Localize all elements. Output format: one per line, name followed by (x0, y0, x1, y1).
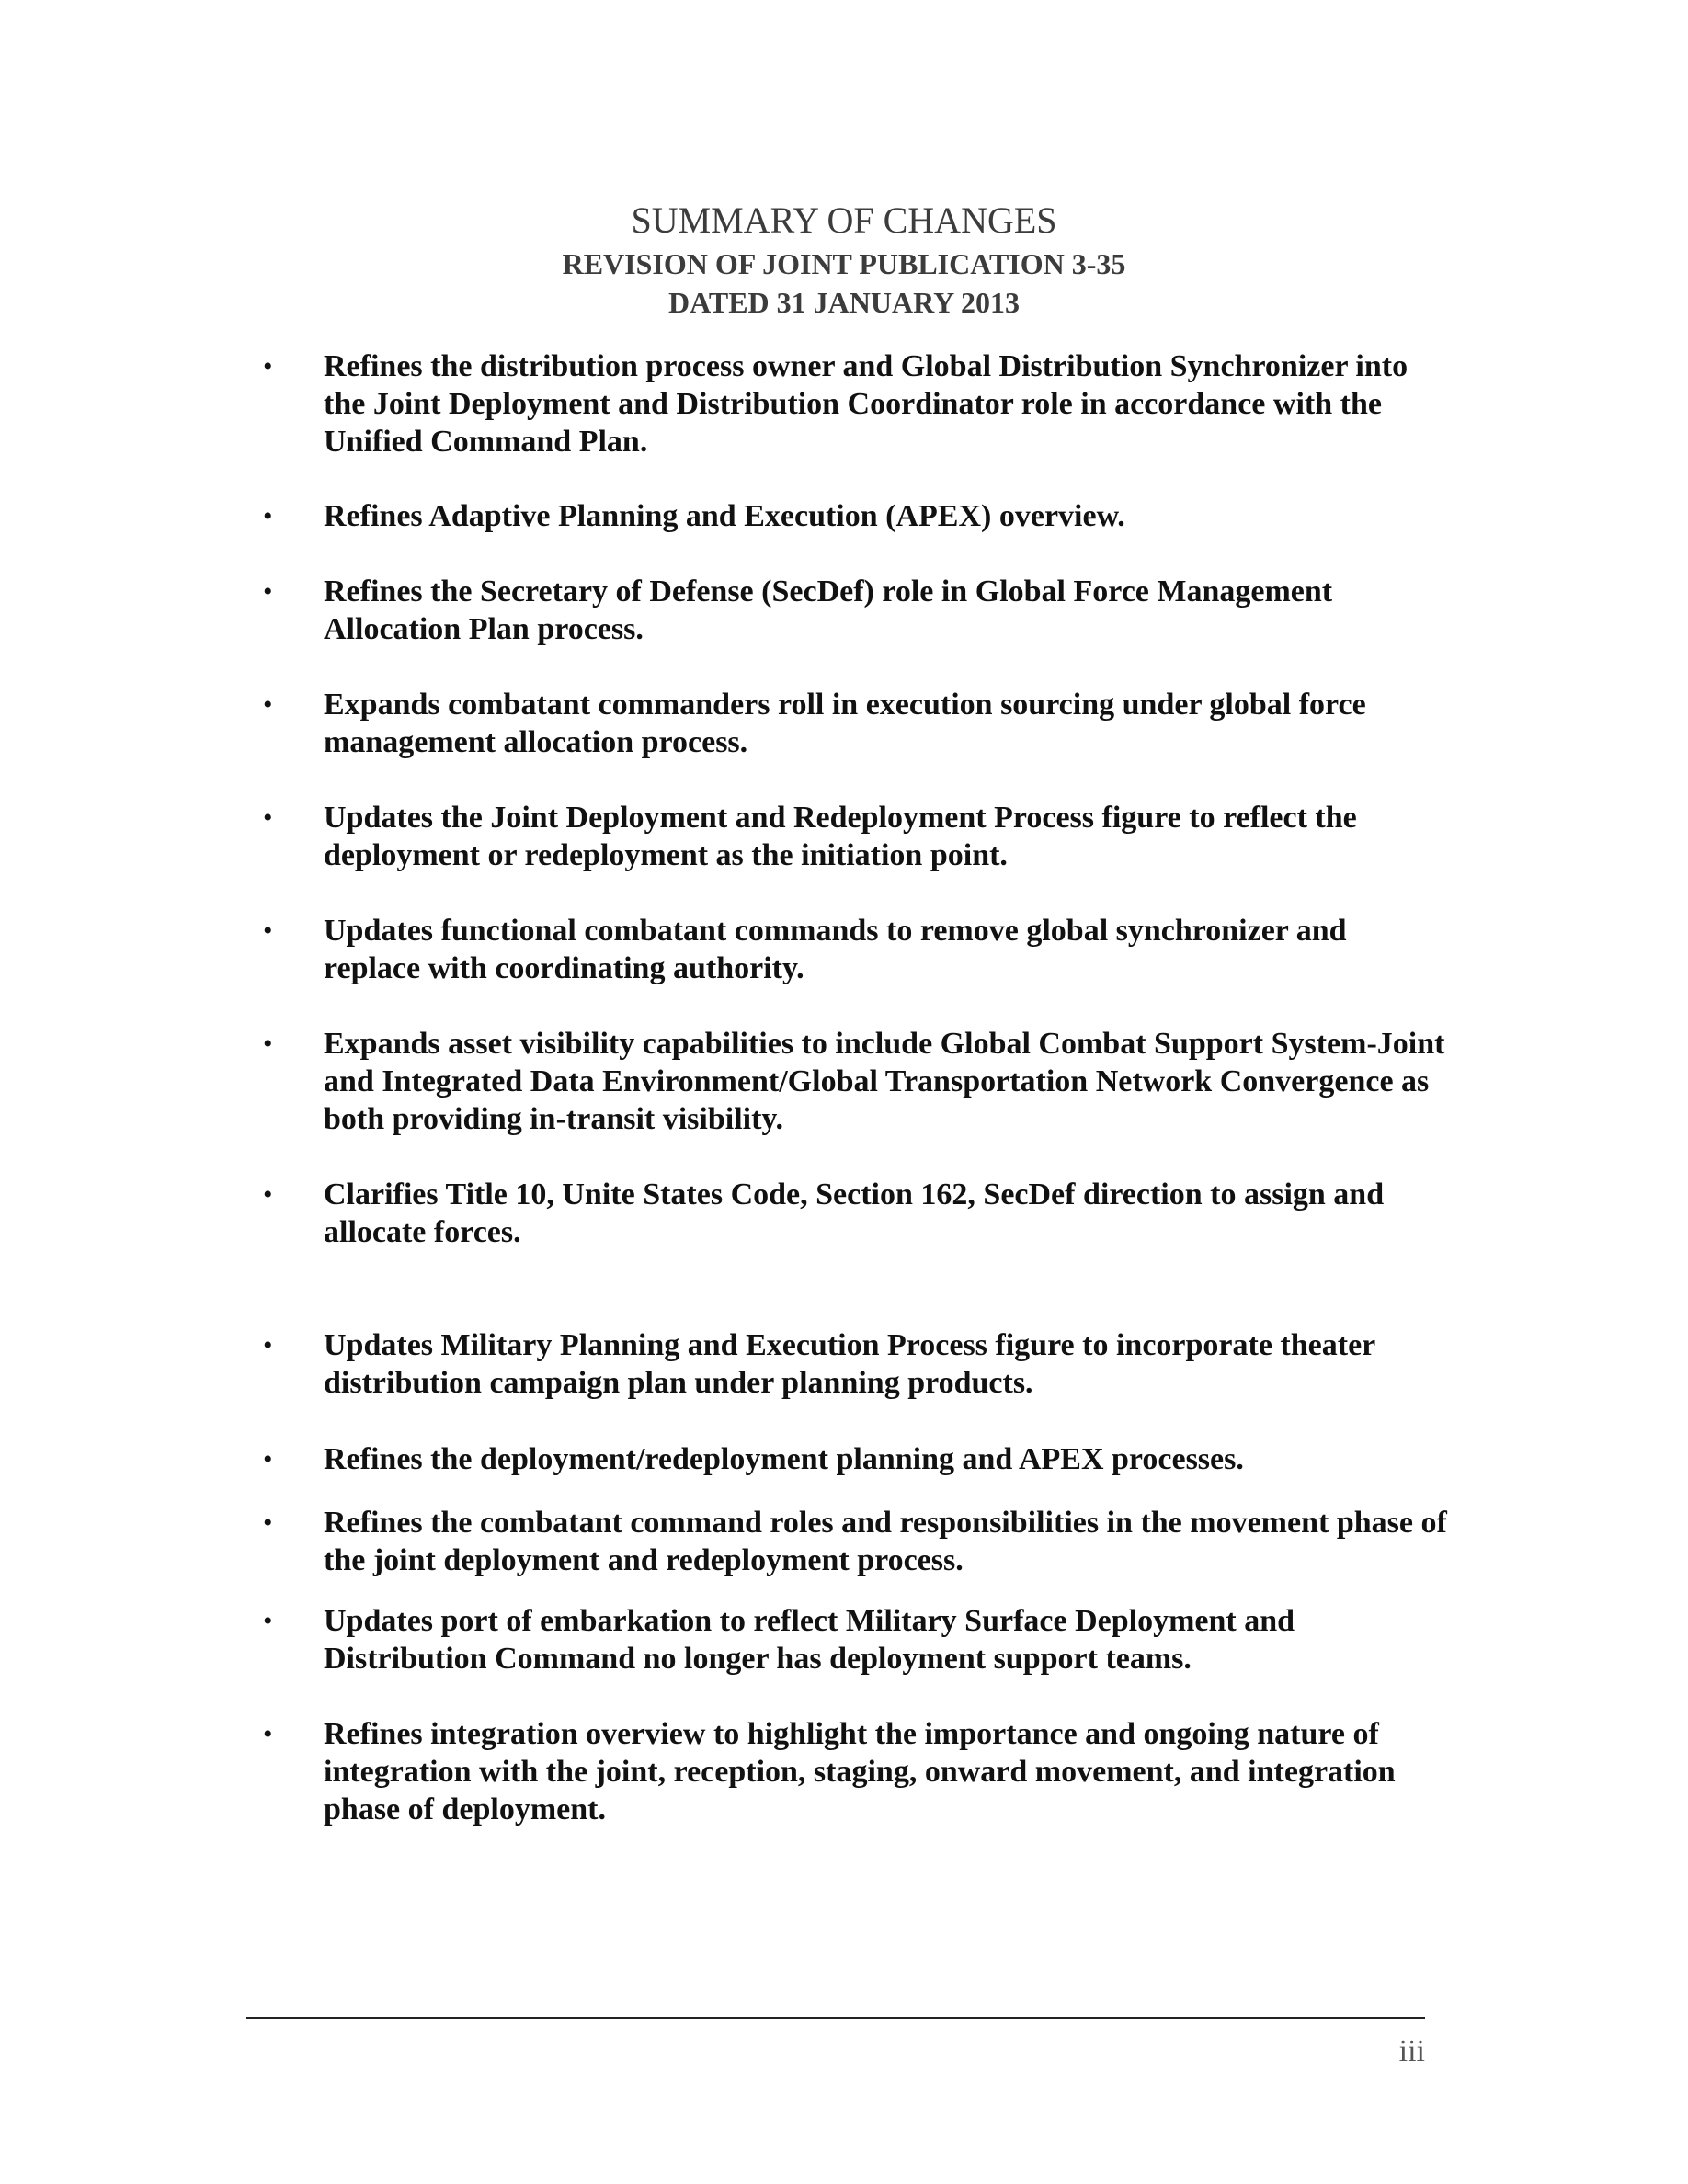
list-item (263, 1025, 1449, 1138)
list-item (263, 497, 1449, 535)
bullet-icon: • (263, 1029, 273, 1059)
bullet-icon: • (263, 501, 273, 531)
bullet-icon: • (263, 351, 273, 381)
list-item (263, 799, 1449, 874)
list-item (263, 347, 1449, 461)
change-text: Refines the combatant command roles and responsibilities in the movement phase of the joint deployment and redeployment process. (324, 1506, 1447, 1577)
change-text: Updates Military Planning and Execution Process figure to incorporate theater distribution campaign plan under planning products. (324, 1328, 1375, 1400)
list-item (263, 1715, 1449, 1828)
bullet-icon: • (263, 1179, 273, 1210)
list-item (263, 1440, 1449, 1478)
page-number: iii (1398, 2034, 1425, 2068)
change-text: Refines the Secretary of Defense (SecDef) role in Global Force Management Allocation Plan process. (324, 574, 1333, 646)
change-text: Refines Adaptive Planning and Execution (APEX) overview. (324, 499, 1125, 533)
bullet-icon: • (263, 1606, 273, 1636)
list-item (263, 1326, 1449, 1402)
change-text: Expands combatant commanders roll in execution sourcing under global force management allocation process. (324, 688, 1366, 759)
bullet-icon: • (263, 689, 273, 720)
change-text: Refines the distribution process owner and Global Distribution Synchronizer into the Joint Deployment and Distribution Coordinator role in accordance with the Unified Command Plan. (324, 349, 1409, 459)
bullet-icon: • (263, 1507, 273, 1538)
list-item (263, 1504, 1449, 1579)
list-item (263, 912, 1449, 987)
bullet-icon: • (263, 1719, 273, 1749)
change-text: Refines integration overview to highlight the importance and ongoing nature of integration with the joint, reception, staging, onward movement, and integration phase of deployment. (324, 1717, 1396, 1826)
change-text: Updates the Joint Deployment and Redeployment Process figure to reflect the deployment or redeployment as the initiation point. (324, 801, 1357, 872)
list-item (263, 1176, 1449, 1251)
bullet-icon: • (263, 916, 273, 946)
change-text: Updates port of embarkation to reflect Military Surface Deployment and Distribution Command no longer has deployment support teams. (324, 1604, 1295, 1676)
revision-subtitle: REVISION OF JOINT PUBLICATION 3-35 (562, 247, 1126, 280)
footer-divider (246, 2017, 1425, 2019)
change-text: Refines the deployment/redeployment planning and APEX processes. (324, 1442, 1244, 1476)
bullet-icon: • (263, 1330, 273, 1360)
list-item (263, 1602, 1449, 1678)
page-title: SUMMARY OF CHANGES (631, 199, 1057, 241)
change-text: Updates functional combatant commands to remove global synchronizer and replace with coordinating authority. (324, 914, 1347, 985)
bullet-icon: • (263, 802, 273, 833)
change-text: Expands asset visibility capabilities to include Global Combat Support System-Joint and Integrated Data Environment/Global Transportation Network Convergence as both providing in-transit visibility. (324, 1027, 1445, 1136)
list-item (263, 573, 1449, 648)
date-subtitle: DATED 31 JANUARY 2013 (668, 286, 1020, 319)
change-text: Clarifies Title 10, Unite States Code, Section 162, SecDef direction to assign and allocate forces. (324, 1177, 1385, 1249)
list-item (263, 686, 1449, 761)
bullet-icon: • (263, 1444, 273, 1474)
bullet-icon: • (263, 576, 273, 607)
